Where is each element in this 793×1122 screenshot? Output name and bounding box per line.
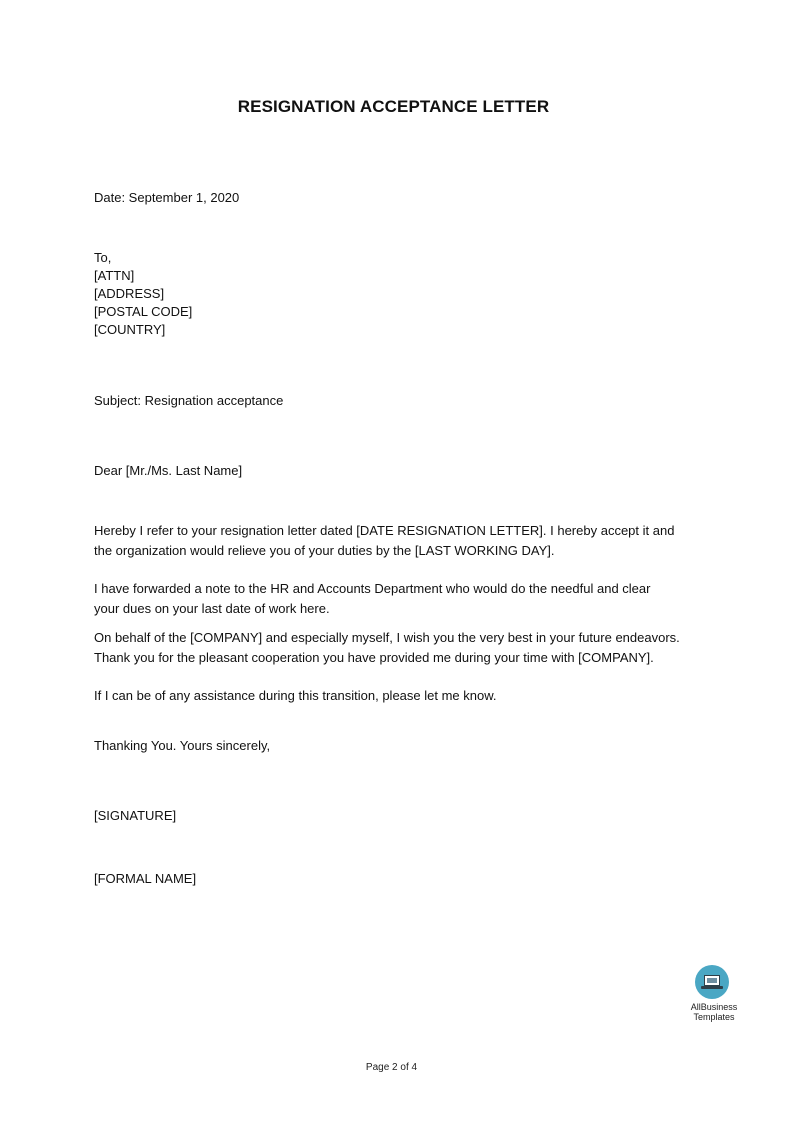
paragraph-line: the organization would relieve you of your duties by the [LAST WORKING DAY]. [94,543,555,558]
body-paragraph [94,579,714,619]
laptop-screen [704,975,720,986]
paragraph-line: If I can be of any assistance during this transition, please let me know. [94,688,497,703]
salutation: Dear [Mr./Ms. Last Name] [94,463,243,478]
subject-line: Subject: Resignation acceptance [94,393,284,408]
paragraph-line: Thank you for the pleasant cooperation you have provided me during your time with [COMPANY]. [94,650,654,665]
laptop-screen-display [707,978,717,983]
laptop-base [701,986,723,989]
body-paragraph [94,686,714,706]
signature-placeholder: [SIGNATURE] [94,808,177,823]
paragraph-line: your dues on your last date of work here. [94,601,330,616]
logo-text [684,1002,744,1022]
laptop-icon [695,965,729,999]
recipient-address: [ADDRESS] [94,286,165,301]
paragraph-line: I have forwarded a note to the HR and Accounts Department who would do the needful and clear [94,581,651,596]
formal-name-placeholder: [FORMAL NAME] [94,871,197,886]
logo-line-2: Templates [693,1012,735,1022]
logo-line-1: AllBusiness [690,1002,738,1012]
allbusiness-templates-logo [684,965,744,1025]
document-title: RESIGNATION ACCEPTANCE LETTER [237,97,550,116]
body-paragraph [94,521,714,561]
recipient-country: [COUNTRY] [94,322,166,337]
paragraph-line: Hereby I refer to your resignation letter dated [DATE RESIGNATION LETTER]. I hereby accept it and [94,523,675,538]
recipient-attn: [ATTN] [94,268,135,283]
closing-line: Thanking You. Yours sincerely, [94,738,271,753]
paragraph-line: On behalf of the [COMPANY] and especially myself, I wish you the very best in your future endeavors. [94,630,680,645]
recipient-postal-code: [POSTAL CODE] [94,304,193,319]
body-paragraph [94,628,714,668]
date-line: Date: September 1, 2020 [94,190,240,205]
recipient-to: To, [94,250,112,265]
page-number: Page 2 of 4 [365,1062,418,1073]
